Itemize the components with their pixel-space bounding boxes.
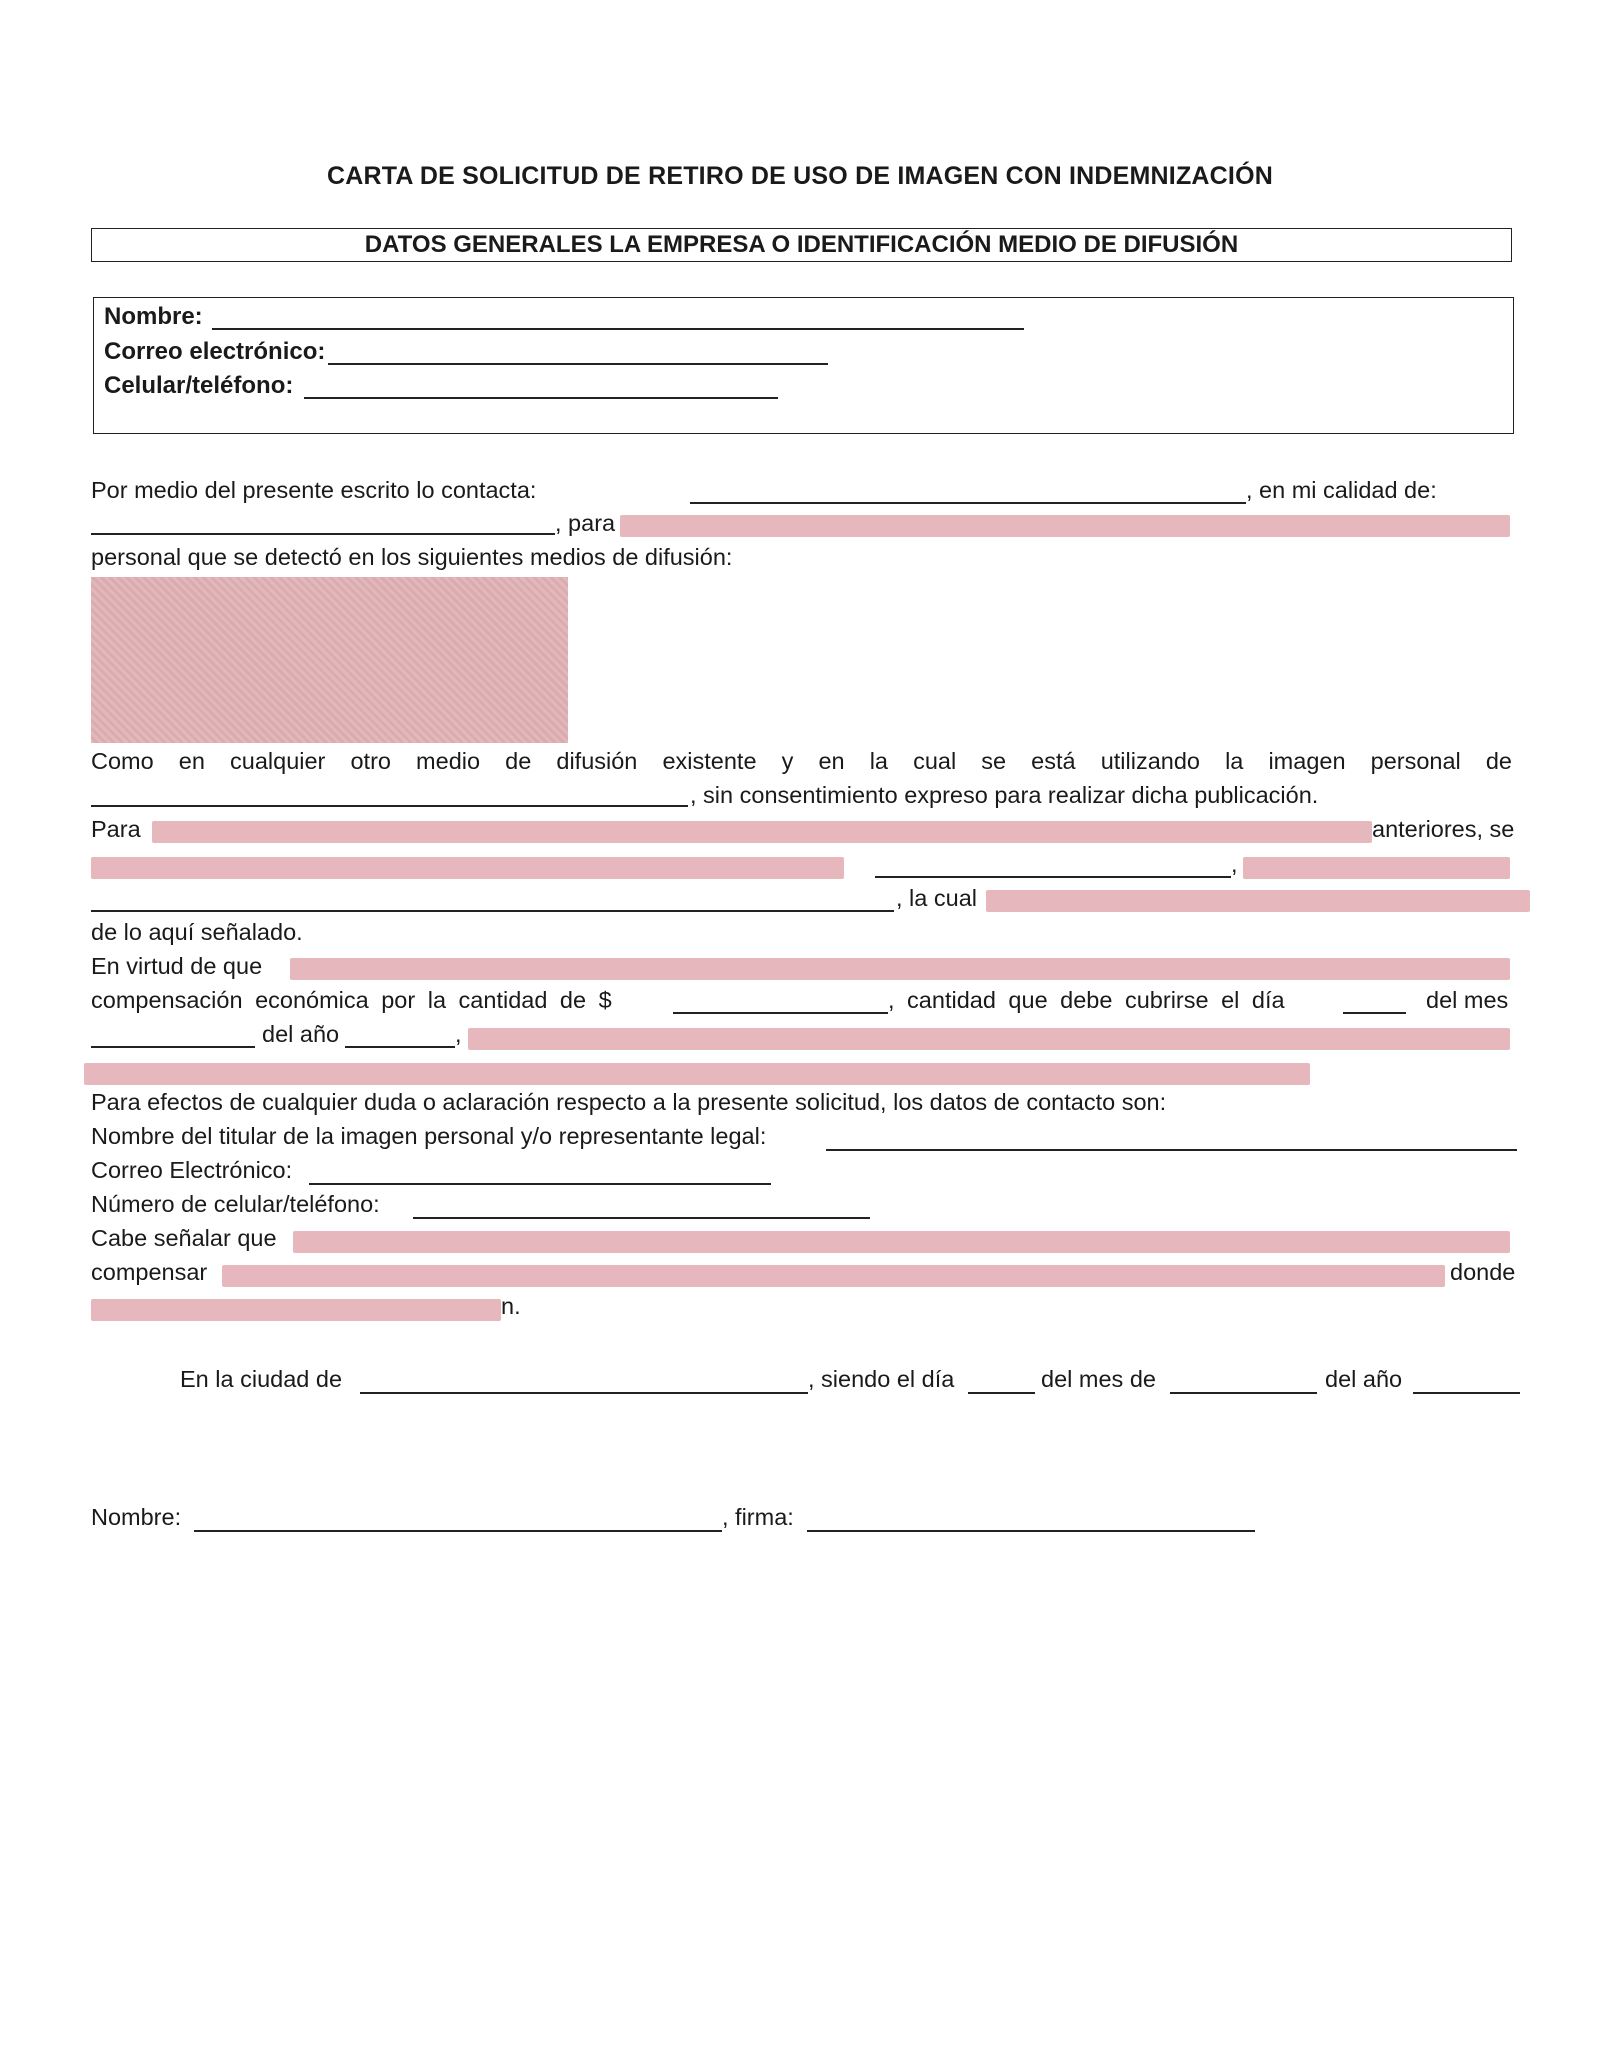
p4-text-a: En virtud de que xyxy=(91,953,263,979)
company-info-box xyxy=(93,297,1514,434)
signer-name-label: Nombre: xyxy=(91,1504,182,1530)
signer-name-field[interactable] xyxy=(194,1530,722,1532)
company-name-label: Nombre: xyxy=(104,303,203,330)
city-text-a: En la ciudad de xyxy=(180,1366,343,1392)
amount-field[interactable] xyxy=(673,1012,888,1014)
city-field[interactable] xyxy=(360,1392,808,1394)
company-phone-field[interactable] xyxy=(304,397,778,399)
p6-text-c: donde xyxy=(1450,1259,1516,1285)
issued-by-field[interactable] xyxy=(91,910,894,912)
section-header: DATOS GENERALES LA EMPRESA O IDENTIFICACIÓN MEDIO DE DIFUSIÓN xyxy=(91,228,1512,262)
holder-label: Nombre del titular de la imagen personal y/o representante legal: xyxy=(91,1123,767,1149)
p2-text-a: Como en cualquier otro medio de difusión existente y en la cual se está utilizando la imagen personal de xyxy=(91,748,1512,774)
redaction xyxy=(152,821,1372,843)
contact-phone-label: Número de celular/teléfono: xyxy=(91,1191,380,1217)
redaction xyxy=(293,1231,1510,1253)
city-text-c: del mes de xyxy=(1041,1366,1156,1392)
p1-text-d: personal que se detectó en los siguientes medios de difusión: xyxy=(91,544,733,570)
document-number-field[interactable] xyxy=(875,876,1231,878)
redaction xyxy=(91,1299,501,1321)
p1-text-c: , para xyxy=(555,510,616,536)
signature-label: , firma: xyxy=(722,1504,794,1530)
payment-day-field[interactable] xyxy=(1343,1012,1406,1014)
redaction xyxy=(222,1265,1445,1287)
comma: , xyxy=(455,1021,462,1047)
p3-text-c: , la cual xyxy=(896,885,977,911)
company-email-field[interactable] xyxy=(328,363,828,365)
contact-email-label: Correo Electrónico: xyxy=(91,1157,293,1183)
p1-text-b: , en mi calidad de: xyxy=(1246,477,1437,503)
redaction xyxy=(1243,857,1510,879)
p2-text-b: , sin consentimiento expreso para realizar dicha publicación. xyxy=(690,782,1319,808)
signature-field[interactable] xyxy=(807,1530,1255,1532)
p3-text-d: de lo aquí señalado. xyxy=(91,919,303,945)
capacity-field[interactable] xyxy=(91,533,555,535)
p6-text-b: compensar xyxy=(91,1259,208,1285)
p4-text-d: del mes xyxy=(1426,987,1509,1013)
image-owner-field[interactable] xyxy=(91,805,688,807)
contact-email-field[interactable] xyxy=(309,1183,771,1185)
document-title: CARTA DE SOLICITUD DE RETIRO DE USO DE IMAGEN CON INDEMNIZACIÓN xyxy=(327,162,1273,190)
company-name-field[interactable] xyxy=(212,328,1024,330)
redaction xyxy=(468,1028,1510,1050)
redaction xyxy=(290,958,1510,980)
company-phone-label: Celular/teléfono: xyxy=(104,372,294,399)
holder-name-field[interactable] xyxy=(826,1149,1517,1151)
p3-text-a: Para xyxy=(91,816,141,842)
redaction-block xyxy=(91,577,568,743)
redaction xyxy=(986,890,1530,912)
p4-text-c: , cantidad que debe cubrirse el día xyxy=(888,987,1285,1013)
p4-text-e: del año xyxy=(262,1021,340,1047)
contact-name-field[interactable] xyxy=(690,502,1246,504)
contact-phone-field[interactable] xyxy=(413,1217,870,1219)
p3-text-b: anteriores, se xyxy=(1372,816,1515,842)
sign-year-field[interactable] xyxy=(1413,1392,1520,1394)
sign-day-field[interactable] xyxy=(968,1392,1035,1394)
comma: , xyxy=(1231,851,1238,877)
p6-text-a: Cabe señalar que xyxy=(91,1225,277,1251)
city-text-d: del año xyxy=(1325,1366,1403,1392)
redaction xyxy=(620,515,1510,537)
sign-month-field[interactable] xyxy=(1170,1392,1317,1394)
redaction xyxy=(84,1063,1310,1085)
payment-month-field[interactable] xyxy=(91,1046,255,1048)
payment-year-field[interactable] xyxy=(345,1046,455,1048)
redaction xyxy=(91,857,844,879)
p5-text: Para efectos de cualquier duda o aclaración respecto a la presente solicitud, los datos de contacto son: xyxy=(91,1089,1167,1115)
p4-text-b: compensación económica por la cantidad de $ xyxy=(91,987,612,1013)
company-email-label: Correo electrónico: xyxy=(104,338,326,365)
p6-text-d: n. xyxy=(501,1293,521,1319)
city-text-b: , siendo el día xyxy=(808,1366,955,1392)
p1-text-a: Por medio del presente escrito lo contacta: xyxy=(91,477,537,503)
